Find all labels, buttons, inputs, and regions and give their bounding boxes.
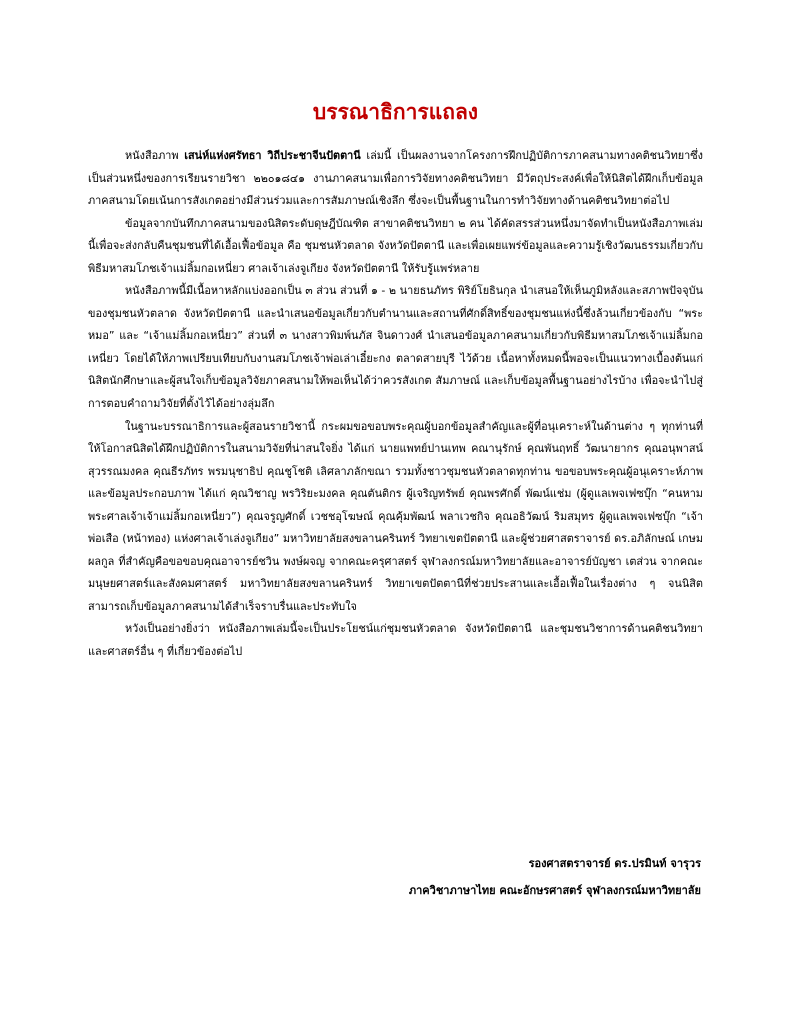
- paragraph-1-lead: หนังสือภาพ: [125, 149, 185, 162]
- paragraph-4: ในฐานะบรรณาธิการและผู้สอนรายวิชานี้ กระผมขอขอบพระคุณผู้บอกข้อมูลสำคัญและผู้ที่อนุเคราะห์ในด้านต่าง ๆ ทุกท่านที่ให้โอกาสนิสิตได้ฝึกปฏิบัติการในสนามวิจัยที่น่าสนใจยิ่ง ได้แก่ นายแพทย์ปานเทพ คณานุรักษ์ คุณพันฤทธิ์ วัฒนายากร คุณอนุพาสน์ สุวรรณมงคล คุณธีรภัทร พรมนุชาธิป คุณชูโชติ เลิศลาภลักขณา รวมทั้งชาวชุมชนหัวตลาดทุกท่าน ขอขอบพระคุณผู้อนุเคราะห์ภาพและข้อมูลประกอบภาพ ได้แก่ คุณวิชาญ พรวิริยะมงคล คุณตันติกร ผู้เจริญทรัพย์ คุณพรศักดิ์ พัฒน์แช่ม (ผู้ดูแลเพจเฟซบุ๊ก “คนหามพระศาลเจ้าเจ้าแม่ลิ้มกอเหนี่ยว”) คุณจรูญศักดิ์ เวชชอุโฆษณ์ คุณคุ้มพัฒน์ พลาเวชกิจ คุณอธิวัฒน์ ริมสมุทร ผู้ดูแลเพจเฟซบุ๊ก “เจ้าพ่อเสือ (หน้าทอง) แห่งศาลเจ้าเล่งจูเกียง” มหาวิทยาลัยสงขลานครินทร์ วิทยาเขตปัตตานี และผู้ช่วยศาสตราจารย์ ดร.อภิลักษณ์ เกษมผลกูล ที่สำคัญคือขอขอบคุณอาจารย์ชวิน พงษ์ผจญ จากคณะครุศาสตร์ จุฬาลงกรณ์มหาวิทยาลัยและอาจารย์บัญชา เตส่วน จากคณะมนุษยศาสตร์และสังคมศาสตร์ มหาวิทยาลัยสงขลานครินทร์ วิทยาเขตปัตตานีที่ช่วยประสานและเอื้อเฟื้อในเรื่องต่าง ๆ จนนิสิตสามารถเก็บข้อมูลภาคสนามได้สำเร็จราบรื่นและประทับใจ: [88, 419, 703, 613]
- paragraph-1: [88, 145, 703, 213]
- signature-affiliation: ภาควิชาภาษาไทย คณะอักษรศาสตร์ จุฬาลงกรณ์มหาวิทยาลัย: [408, 884, 701, 897]
- paragraph-5: หวังเป็นอย่างยิ่งว่า หนังสือภาพเล่มนี้จะเป็นประโยชน์แก่ชุมชนหัวตลาด จังหวัดปัตตานี และชุมชนวิชาการด้านคติชนวิทยาและศาสตร์อื่น ๆ ที่เกี่ยวข้องต่อไป: [88, 622, 703, 659]
- signature-block: [409, 850, 701, 904]
- paragraph-1-rest: เล่มนี้ เป็นผลงานจากโครงการฝึกปฏิบัติการภาคสนามทางคติชนวิทยาซึ่งเป็นส่วนหนึ่งของการเรียนรายวิชา ๒๒๐๑๘๔๑ งานภาคสนามเพื่อการวิจัยทางคติชนวิทยา มีวัตถุประสงค์เพื่อให้นิสิตได้ฝึกเก็บข้อมูลภาคสนามโดยเน้นการสังเกตอย่างมีส่วนร่วมและการสัมภาษณ์เชิงลึก ซึ่งจะเป็นพื้นฐานในการทำวิจัยทางด้านคติชนวิทยาต่อไป: [88, 149, 703, 208]
- book-title: เสน่ห์แห่งศรัทธา วิถีประชาจีนปัตตานี: [184, 149, 361, 162]
- paragraph-3: หนังสือภาพนี้มีเนื้อหาหลักแบ่งออกเป็น ๓ ส่วน ส่วนที่ ๑ - ๒ นายธนภัทร พิริย์โยธินกุล นำเสนอให้เห็นภูมิหลังและสภาพปัจจุบันของชุมชนหัวตลาด จังหวัดปัตตานี และนำเสนอข้อมูลเกี่ยวกับตำนานและสถานที่ศักดิ์สิทธิ์ของชุมชนแห่งนี้ซึ่งล้วนเกี่ยวข้องกับ “พระหมอ” และ “เจ้าแม่ลิ้มกอเหนี่ยว” ส่วนที่ ๓ นางสาวพิมพ์นภัส จินดาวงศ์ นำเสนอข้อมูลภาคสนามเกี่ยวกับพิธีมหาสมโภชเจ้าแม่ลิ้มกอเหนี่ยว โดยได้ให้ภาพเปรียบเทียบกับงานสมโภชเจ้าพ่อเล่าเอี๋ยะกง ตลาดสายบุรี ไว้ด้วย เนื้อหาทั้งหมดนี้พอจะเป็นแนวทางเบื้องต้นแก่นิสิตนักศึกษาและผู้สนใจเก็บข้อมูลวิจัยภาคสนามให้พอเห็นได้ว่าควรสังเกต สัมภาษณ์ และเก็บข้อมูลพื้นฐานอย่างไรบ้าง เพื่อจะนำไปสู่การตอบคำถามวิจัยที่ตั้งไว้ได้อย่างลุ่มลึก: [88, 284, 703, 411]
- page-title: บรรณาธิการแถลง: [312, 100, 479, 124]
- paragraph-2: ข้อมูลจากบันทึกภาคสนามของนิสิตระดับดุษฎีบัณฑิต สาขาคติชนวิทยา ๒ คน ได้คัดสรรส่วนหนึ่งมาจัดทำเป็นหนังสือภาพเล่มนี้เพื่อจะส่งกลับคืนชุมชนที่ได้เอื้อเฟื้อข้อมูล คือ ชุมชนหัวตลาด จังหวัดปัตตานี และเพื่อเผยแพร่ข้อมูลและความรู้เชิงวัฒนธรรมเกี่ยวกับพิธีมหาสมโภชเจ้าแม่ลิ้มกอเหนี่ยว ศาลเจ้าเล่งจูเกียง จังหวัดปัตตานี ให้รับรู้แพร่หลาย: [88, 216, 703, 275]
- editorial-body: [88, 145, 703, 664]
- signature-name: รองศาสตราจารย์ ดร.ปรมินท์ จารุวร: [528, 857, 701, 870]
